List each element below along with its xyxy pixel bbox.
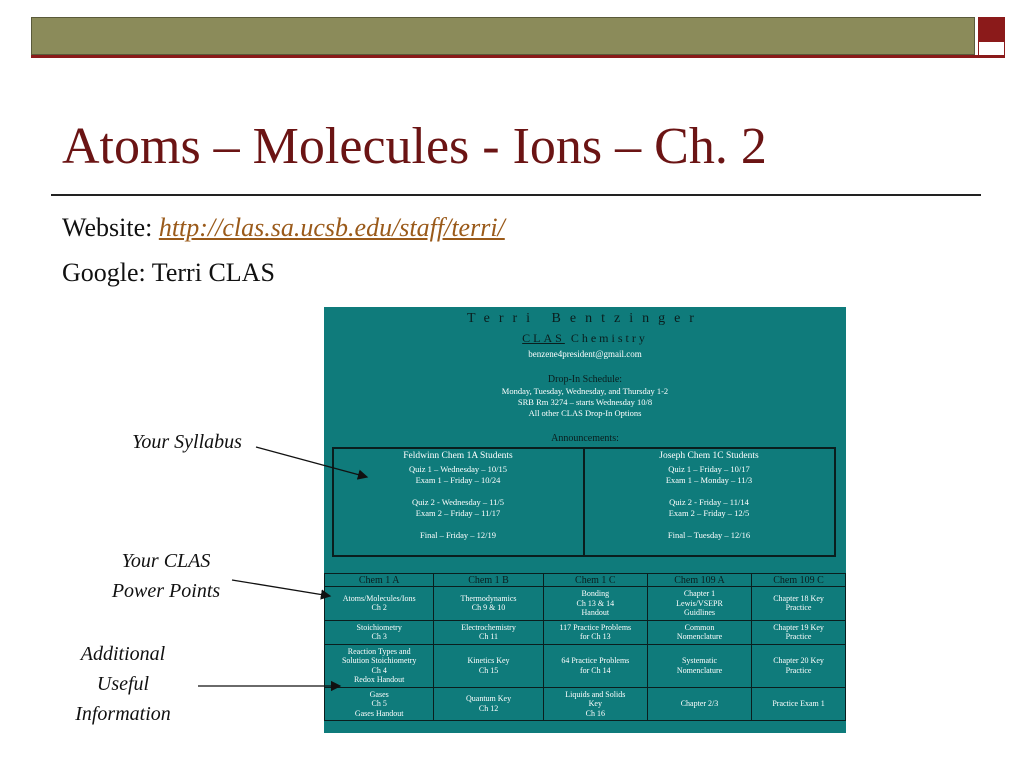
- materials-cell[interactable]: [325, 587, 434, 621]
- materials-cell-line: Ch 4: [371, 665, 387, 675]
- col-header: Chem 1 A: [325, 574, 434, 587]
- callout-additional-line: Information: [75, 703, 171, 725]
- site-subtitle: [324, 331, 846, 346]
- materials-cell-line: 117 Practice Problems: [559, 622, 632, 632]
- site-owner-name: Terri Bentzinger: [467, 311, 703, 326]
- col-header: Chem 109 C: [752, 574, 846, 587]
- right-line: Final – Tuesday – 12/16: [667, 530, 751, 540]
- materials-cell-line: Ch 5: [371, 699, 387, 708]
- left-line: Quiz 2 - Wednesday – 11/5: [411, 497, 505, 507]
- materials-cell[interactable]: [325, 620, 434, 644]
- site-subtitle-rest: Chemistry: [564, 331, 648, 345]
- dropin-line[interactable]: All other CLAS Drop-In Options: [528, 408, 642, 418]
- materials-cell-line: Electrochemistry: [461, 622, 516, 632]
- callout-powerpoints: [86, 546, 246, 606]
- right-line: Exam 1 – Monday – 11/3: [665, 475, 753, 485]
- left-block-1: [334, 464, 582, 486]
- materials-cell-line: Chapter 18 Key: [773, 593, 824, 603]
- materials-cell[interactable]: [543, 687, 647, 721]
- banner-accent: [978, 17, 1005, 41]
- right-line: Quiz 1 – Friday – 10/17: [668, 464, 750, 474]
- materials-cell-line: Common: [684, 622, 715, 632]
- left-line: Exam 1 – Friday – 10/24: [415, 475, 501, 485]
- callout-additional-line: Additional: [80, 643, 166, 665]
- clas-link[interactable]: CLAS: [522, 331, 565, 345]
- slide-title: Atoms – Molecules - Ions – Ch. 2: [62, 118, 767, 175]
- callout-syllabus: Your Syllabus: [132, 431, 242, 453]
- right-line: Exam 2 – Friday – 12/5: [668, 508, 750, 518]
- materials-row: [325, 687, 846, 721]
- website-line: [62, 213, 505, 243]
- materials-row: [325, 587, 846, 621]
- right-line: Quiz 2 - Friday – 11/14: [669, 497, 749, 507]
- materials-cell-line: Nomenclature: [676, 665, 723, 675]
- materials-cell-line: Ch 12: [478, 703, 499, 713]
- materials-cell-line: Ch 15: [478, 665, 499, 675]
- website-link[interactable]: http://clas.sa.ucsb.edu/staff/terri/: [158, 213, 505, 242]
- materials-cell-line: Ch 13 & 14: [576, 598, 615, 608]
- materials-cell-line: Redox Handout: [353, 675, 405, 684]
- materials-body: [325, 587, 846, 721]
- col-header: Chem 1 B: [434, 574, 543, 587]
- materials-cell-line: Lewis/VSEPR: [676, 598, 723, 608]
- right-block-2: [585, 497, 833, 519]
- announcements-box: [332, 447, 836, 557]
- callout-powerpoints-line: Power Points: [111, 580, 221, 602]
- materials-cell-line: Ch 11: [479, 632, 499, 641]
- arrow-powerpoints: [232, 580, 330, 596]
- materials-cell[interactable]: [752, 587, 846, 621]
- materials-cell-line: Bonding: [581, 589, 610, 598]
- callout-additional-line: Useful: [96, 673, 150, 695]
- materials-cell[interactable]: [325, 644, 434, 687]
- materials-cell-line: Chapter 19 Key: [773, 622, 824, 632]
- materials-cell-line: Practice: [785, 632, 812, 641]
- materials-cell[interactable]: [434, 644, 543, 687]
- materials-header-row: [325, 574, 846, 587]
- materials-cell-line: Kinetics Key: [467, 656, 510, 665]
- right-block-3: [585, 530, 833, 541]
- materials-cell-line: 64 Practice Problems: [561, 656, 630, 665]
- materials-cell[interactable]: [647, 644, 751, 687]
- materials-table: [324, 573, 846, 721]
- announcement-right: [585, 451, 833, 552]
- materials-cell-line: Gases: [369, 689, 389, 699]
- materials-cell-line: Reaction Types and: [347, 646, 411, 656]
- materials-cell-line: Chapter 2/3: [680, 699, 719, 708]
- dropin-heading: Drop-In Schedule:: [547, 374, 623, 385]
- materials-cell[interactable]: [434, 620, 543, 644]
- materials-cell[interactable]: [434, 587, 543, 621]
- dropin-line: SRB Rm 3274 – starts Wednesday 10/8: [517, 397, 653, 407]
- materials-cell[interactable]: [543, 587, 647, 621]
- materials-cell-line: Key: [588, 699, 602, 708]
- announcements-heading: Announcements:: [551, 433, 619, 444]
- google-line: Google: Terri CLAS: [62, 258, 275, 287]
- dropin-line: Monday, Tuesday, Wednesday, and Thursday 1-2: [501, 386, 669, 396]
- materials-cell-line: for Ch 14: [579, 665, 611, 675]
- materials-cell-line: Handout: [581, 608, 610, 617]
- materials-cell[interactable]: [434, 687, 543, 721]
- materials-cell-line: Ch 2: [371, 603, 387, 613]
- materials-cell-line: Solution Stoichiometry: [341, 656, 417, 665]
- materials-cell[interactable]: [647, 620, 751, 644]
- materials-cell-line: Practice Exam 1: [772, 699, 825, 708]
- left-block-2: [334, 497, 582, 519]
- title-divider: [51, 194, 981, 196]
- materials-cell[interactable]: [752, 687, 846, 721]
- materials-cell-line: Liquids and Solids: [565, 689, 626, 699]
- materials-cell-line: Ch 16: [585, 708, 605, 718]
- top-banner: [31, 17, 975, 55]
- callout-additional: [50, 639, 196, 729]
- materials-cell-line: Gases Handout: [354, 708, 404, 718]
- col-header: Chem 1 C: [543, 574, 647, 587]
- website-screenshot: [324, 307, 846, 733]
- materials-cell[interactable]: [752, 644, 846, 687]
- callout-powerpoints-line: Your CLAS: [121, 550, 211, 572]
- materials-cell-line: Chapter 1: [683, 589, 716, 598]
- site-email[interactable]: benzene4president@gmail.com: [528, 349, 642, 359]
- materials-cell-line: Guidlines: [683, 608, 716, 617]
- materials-cell-line: Thermodynamics: [460, 593, 517, 603]
- materials-cell-line: Atoms/Molecules/Ions: [342, 593, 416, 603]
- left-block-3: [334, 530, 582, 541]
- materials-cell-line: Practice: [785, 603, 812, 613]
- right-heading: Joseph Chem 1C Students: [659, 451, 759, 461]
- materials-cell-line: Chapter 20 Key: [773, 656, 824, 665]
- materials-cell-line: Systematic: [681, 656, 718, 665]
- dropin-schedule: [324, 386, 846, 419]
- materials-cell-line: Ch 9 & 10: [471, 603, 506, 613]
- materials-cell[interactable]: [325, 687, 434, 721]
- right-block-1: [585, 464, 833, 486]
- materials-cell[interactable]: [752, 620, 846, 644]
- website-label: Website:: [62, 213, 159, 242]
- materials-cell-line: Practice: [785, 665, 812, 675]
- banner-rule: [31, 55, 1005, 58]
- materials-cell[interactable]: [543, 620, 647, 644]
- left-line: Exam 2 – Friday – 11/17: [415, 508, 501, 518]
- left-heading: Feldwinn Chem 1A Students: [403, 451, 513, 461]
- materials-cell[interactable]: [543, 644, 647, 687]
- col-header: Chem 109 A: [647, 574, 751, 587]
- materials-row: [325, 620, 846, 644]
- materials-cell-line: for Ch 13: [579, 632, 611, 641]
- materials-cell-line: Quantum Key: [465, 694, 512, 704]
- materials-cell-line: Ch 3: [371, 632, 387, 641]
- materials-cell[interactable]: [647, 587, 751, 621]
- left-line: Final – Friday – 12/19: [419, 530, 497, 540]
- materials-cell[interactable]: [647, 687, 751, 721]
- materials-row: [325, 644, 846, 687]
- materials-cell-line: Stoichiometry: [356, 622, 402, 632]
- announcement-left: [334, 451, 582, 552]
- materials-cell-line: Nomenclature: [676, 632, 723, 641]
- left-line: Quiz 1 – Wednesday – 10/15: [408, 464, 508, 474]
